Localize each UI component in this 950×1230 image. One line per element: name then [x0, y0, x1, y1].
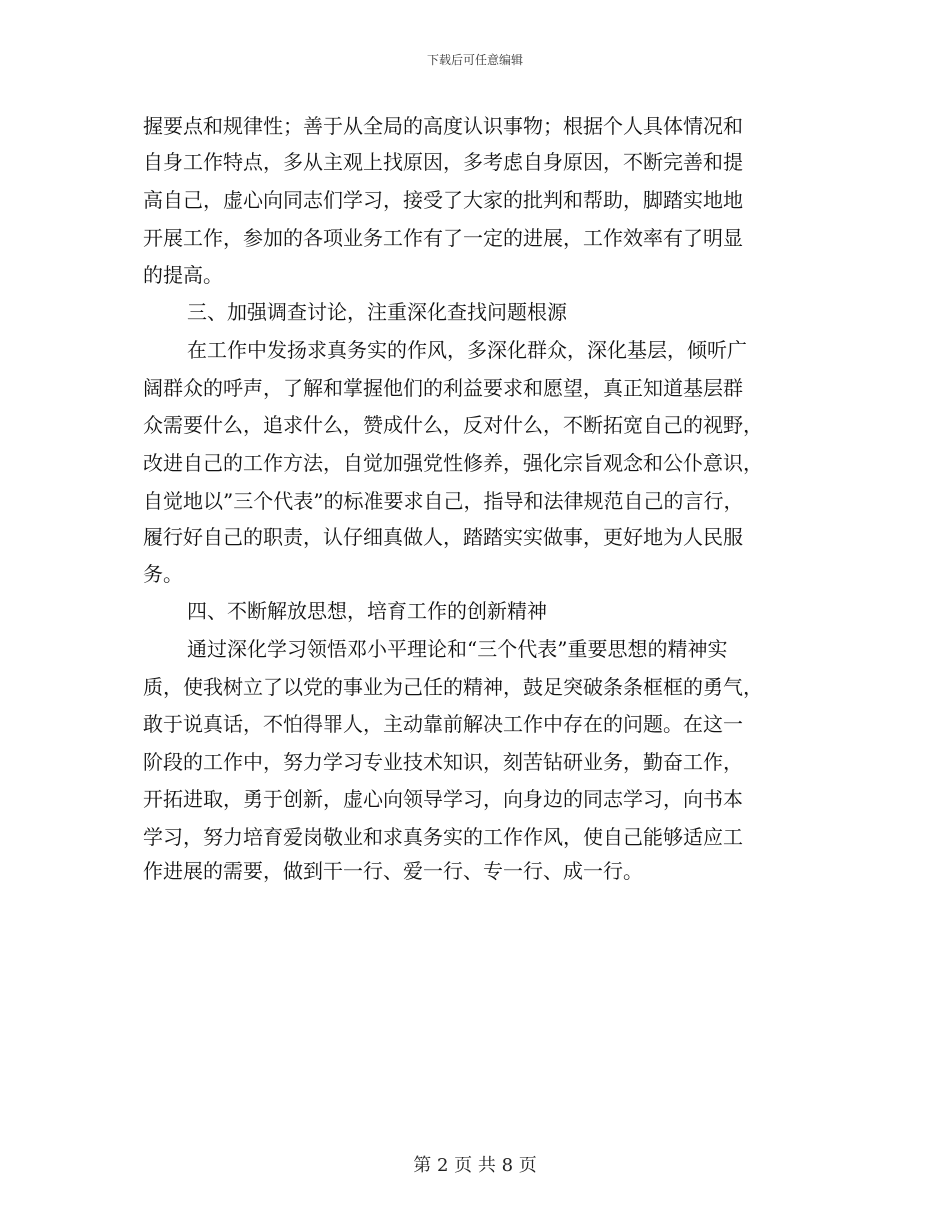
paragraph-line: 质，使我树立了以党的事业为己任的精神，鼓足突破条条框框的勇气，	[143, 675, 763, 699]
paragraph-line: 握要点和规律性；善于从全局的高度认识事物；根据个人具体情况和	[143, 114, 743, 138]
paragraph-line: 开拓进取，勇于创新，虚心向领导学习，向身边的同志学习，向书本	[143, 787, 743, 811]
paragraph-line: 在工作中发扬求真务实的作风，多深化群众，深化基层，倾听广	[187, 338, 747, 362]
paragraph-line: 阔群众的呼声，了解和掌握他们的利益要求和愿望，真正知道基层群	[143, 376, 743, 400]
paragraph-line: 学习，努力培育爱岗敬业和求真务实的工作作风，使自己能够适应工	[143, 825, 743, 849]
paragraph-line: 开展工作，参加的各项业务工作有了一定的进展，工作效率有了明显	[143, 226, 743, 250]
paragraph-line: 自觉地以”三个代表”的标准要求自己，指导和法律规范自己的言行，	[143, 489, 744, 513]
paragraph-line: 务。	[143, 562, 183, 586]
paragraph-line: 敢于说真话，不怕得罪人，主动靠前解决工作中存在的问题。在这一	[143, 712, 743, 736]
paragraph-line: 作进展的需要，做到干一行、爱一行、专一行、成一行。	[143, 859, 643, 883]
paragraph-line: 阶段的工作中，努力学习专业技术知识，刻苦钻研业务，勤奋工作，	[143, 750, 743, 774]
section-heading: 四、不断解放思想，培育工作的创新精神	[187, 599, 547, 623]
paragraph-line: 的提高。	[143, 263, 223, 287]
paragraph-line: 改进自己的工作方法，自觉加强党性修养，强化宗旨观念和公仆意识，	[143, 451, 763, 475]
paragraph-line: 履行好自己的职责，认仔细真做人，踏踏实实做事，更好地为人民服	[143, 525, 743, 549]
paragraph-line: 高自己，虚心向同志们学习，接受了大家的批判和帮助，脚踏实地地	[143, 188, 743, 212]
paragraph-line: 众需要什么，追求什么，赞成什么，反对什么，不断拓宽自己的视野，	[143, 413, 763, 437]
page-number-footer: 第 2 页 共 8 页	[413, 1155, 537, 1176]
paragraph-line: 自身工作特点，多从主观上找原因，多考虑自身原因，不断完善和提	[143, 150, 743, 174]
section-heading: 三、加强调查讨论，注重深化查找问题根源	[187, 300, 567, 324]
page-header: 下载后可任意编辑	[426, 53, 523, 67]
paragraph-line: 通过深化学习领悟邓小平理论和“三个代表”重要思想的精神实	[187, 637, 728, 661]
